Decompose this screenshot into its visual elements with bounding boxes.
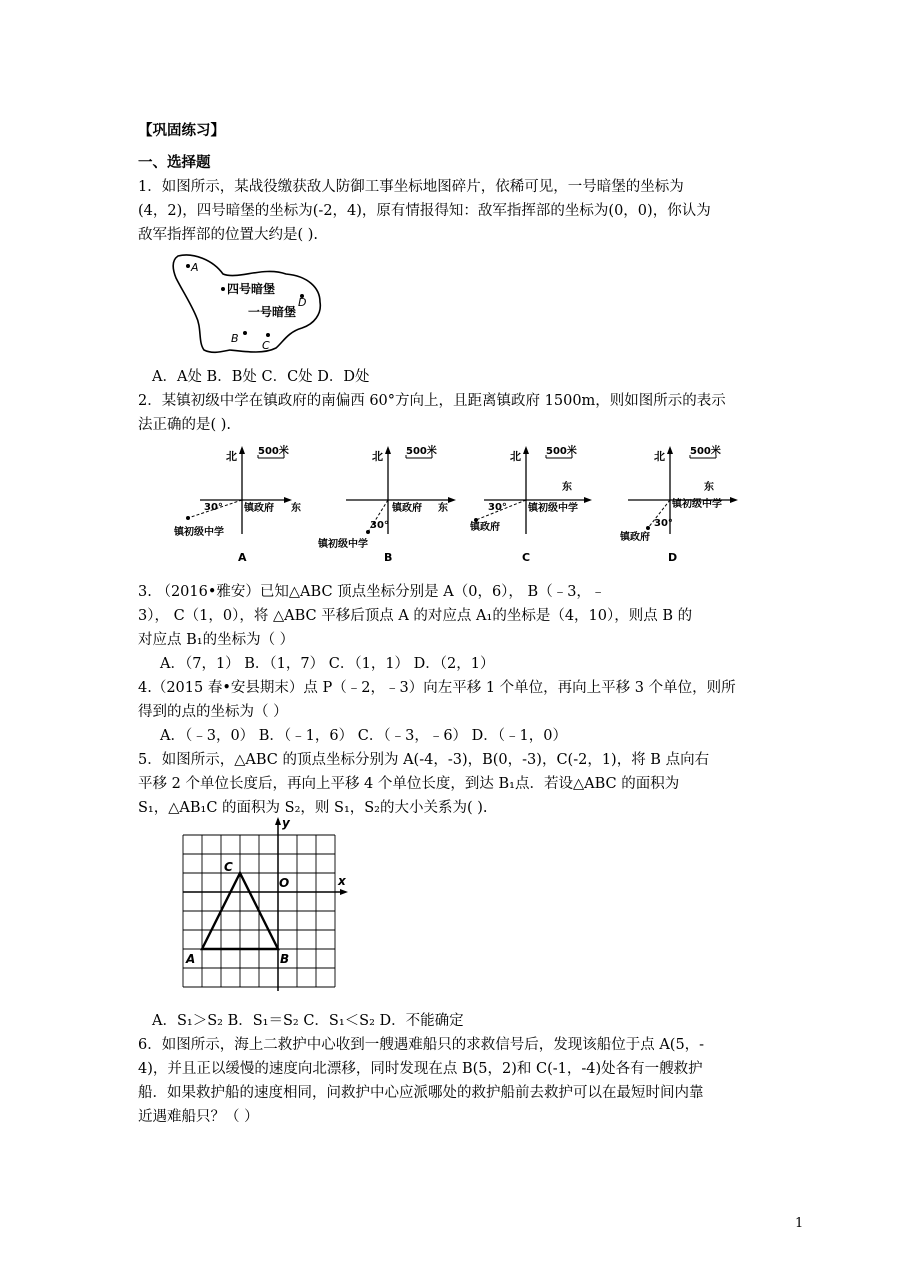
svg-text:镇初级中学: 镇初级中学 (672, 499, 722, 510)
q3-line-1: 3. （2016•雅安）已知△ABC 顶点坐标分别是 A（0，6）， B（﹣3，﹣ (138, 584, 606, 600)
map-label-a: A (191, 261, 199, 274)
q6-line-2: 4)，并且正以缓慢的速度向北漂移，同时发现在点 B(5，2)和 C(-1，-4)处各有一艘救护 (138, 1061, 703, 1077)
svg-text:30°: 30° (654, 518, 673, 529)
q4-options: A．（﹣3，0） B．（﹣1，6） C．（﹣3，﹣6） D．（﹣1，0） (160, 728, 567, 744)
q1-line-2: (4，2)，四号暗堡的坐标为(-2，4)，原有情报得知：敌军指挥部的坐标为(0，0)，你认为 (138, 203, 711, 219)
svg-text:500米: 500米 (406, 446, 437, 457)
svg-text:镇初级中学: 镇初级中学 (174, 527, 224, 538)
q3-line-2: 3）， C（1，0），将 △ABC 平移后顶点 A 的对应点 A₁的坐标是（4，10），则点 B 的 (138, 608, 693, 624)
q2-label-d: D (668, 551, 678, 564)
q2-label-b: B (384, 551, 393, 564)
q2-line-1: 2．某镇初级中学在镇政府的南偏西 60°方向上，且距离镇政府 1500m，则如图所示的表示 (138, 393, 726, 409)
svg-text:北: 北 (510, 450, 521, 463)
map-label-d: D (298, 296, 307, 309)
q1-line-1: 1．如图所示，某战役缴获敌人防御工事坐标地图碎片，依稀可见，一号暗堡的坐标为 (138, 179, 684, 195)
q1-map-fragment (168, 252, 328, 360)
q5-line-1: 5．如图所示，△ABC 的顶点坐标分别为 A(-4，-3)，B(0，-3)，C(-2，1)，将 B 点向右 (138, 752, 710, 768)
q6-line-3: 船．如果救护船的速度相同，问救护中心应派哪处的救护船前去救护可以在最短时间内靠 (138, 1085, 704, 1101)
svg-text:O: O (279, 876, 290, 890)
map-label-b: B (231, 332, 239, 345)
svg-text:500米: 500米 (258, 446, 289, 457)
svg-text:A: A (186, 952, 196, 966)
svg-text:x: x (338, 874, 346, 888)
q4-line-1: 4.（2015 春•安县期末）点 P（﹣2，﹣3）向左平移 1 个单位，再向上平移 3 个单位，则所 (138, 680, 736, 696)
svg-text:y: y (282, 816, 290, 830)
q2-figure-d (612, 440, 762, 565)
q2-figure-b (312, 440, 462, 565)
svg-text:30°: 30° (488, 502, 507, 513)
map-label-c: C (262, 339, 270, 352)
svg-text:镇政府: 镇政府 (392, 503, 422, 514)
q1-options: A．A处 B．B处 C．C处 D．D处 (152, 369, 370, 385)
svg-text:镇政府: 镇政府 (620, 532, 650, 543)
svg-text:北: 北 (372, 450, 383, 463)
q3-options: A．（7，1） B．（1，7） C．（1，1） D．（2，1） (160, 656, 495, 672)
svg-text:30°: 30° (370, 520, 389, 531)
q5-coordinate-grid (178, 815, 358, 1000)
q5-line-3: S₁，△AB₁C 的面积为 S₂，则 S₁，S₂的大小关系为( ). (138, 800, 488, 816)
q2-line-2: 法正确的是( ). (138, 417, 232, 433)
svg-text:镇初级中学: 镇初级中学 (528, 503, 578, 514)
q6-line-1: 6．如图所示，海上二救护中心收到一艘遇难船只的求救信号后，发现该船位于点 A(5，- (138, 1037, 705, 1053)
svg-text:东: 东 (291, 503, 301, 514)
page-number: 1 (795, 1216, 804, 1231)
svg-text:东: 东 (562, 482, 572, 493)
svg-text:C: C (224, 860, 233, 874)
svg-text:500米: 500米 (690, 446, 721, 457)
svg-text:北: 北 (226, 450, 237, 463)
svg-text:500米: 500米 (546, 446, 577, 457)
map-label-bunker4: 四号暗堡 (227, 282, 276, 296)
svg-text:东: 东 (704, 482, 714, 493)
svg-text:30°: 30° (204, 502, 223, 513)
q2-label-c: C (522, 551, 531, 564)
q2-label-a: A (238, 551, 247, 564)
svg-text:东: 东 (438, 503, 448, 514)
svg-text:镇政府: 镇政府 (470, 522, 500, 533)
q5-line-2: 平移 2 个单位长度后，再向上平移 4 个单位长度，到达 B₁点．若设△ABC 的面积为 (138, 776, 680, 792)
q3-line-3: 对应点 B₁的坐标为（ ） (138, 632, 295, 648)
svg-text:镇政府: 镇政府 (244, 503, 274, 514)
map-label-bunker1: 一号暗堡 (248, 305, 297, 319)
svg-text:B: B (280, 952, 290, 966)
q2-figure-c (466, 440, 606, 565)
svg-text:北: 北 (654, 450, 665, 463)
q6-line-4: 近遇难船只？（ ） (138, 1109, 259, 1125)
q4-line-2: 得到的点的坐标为（ ） (138, 704, 288, 720)
part-title: 一、选择题 (138, 154, 211, 171)
q2-figure-a (168, 440, 308, 565)
q5-options: A．S₁＞S₂ B．S₁＝S₂ C．S₁＜S₂ D．不能确定 (152, 1013, 464, 1029)
section-title: 【巩固练习】 (138, 122, 225, 139)
svg-text:镇初级中学: 镇初级中学 (318, 539, 368, 550)
q1-line-3: 敌军指挥部的位置大约是( ). (138, 227, 319, 243)
